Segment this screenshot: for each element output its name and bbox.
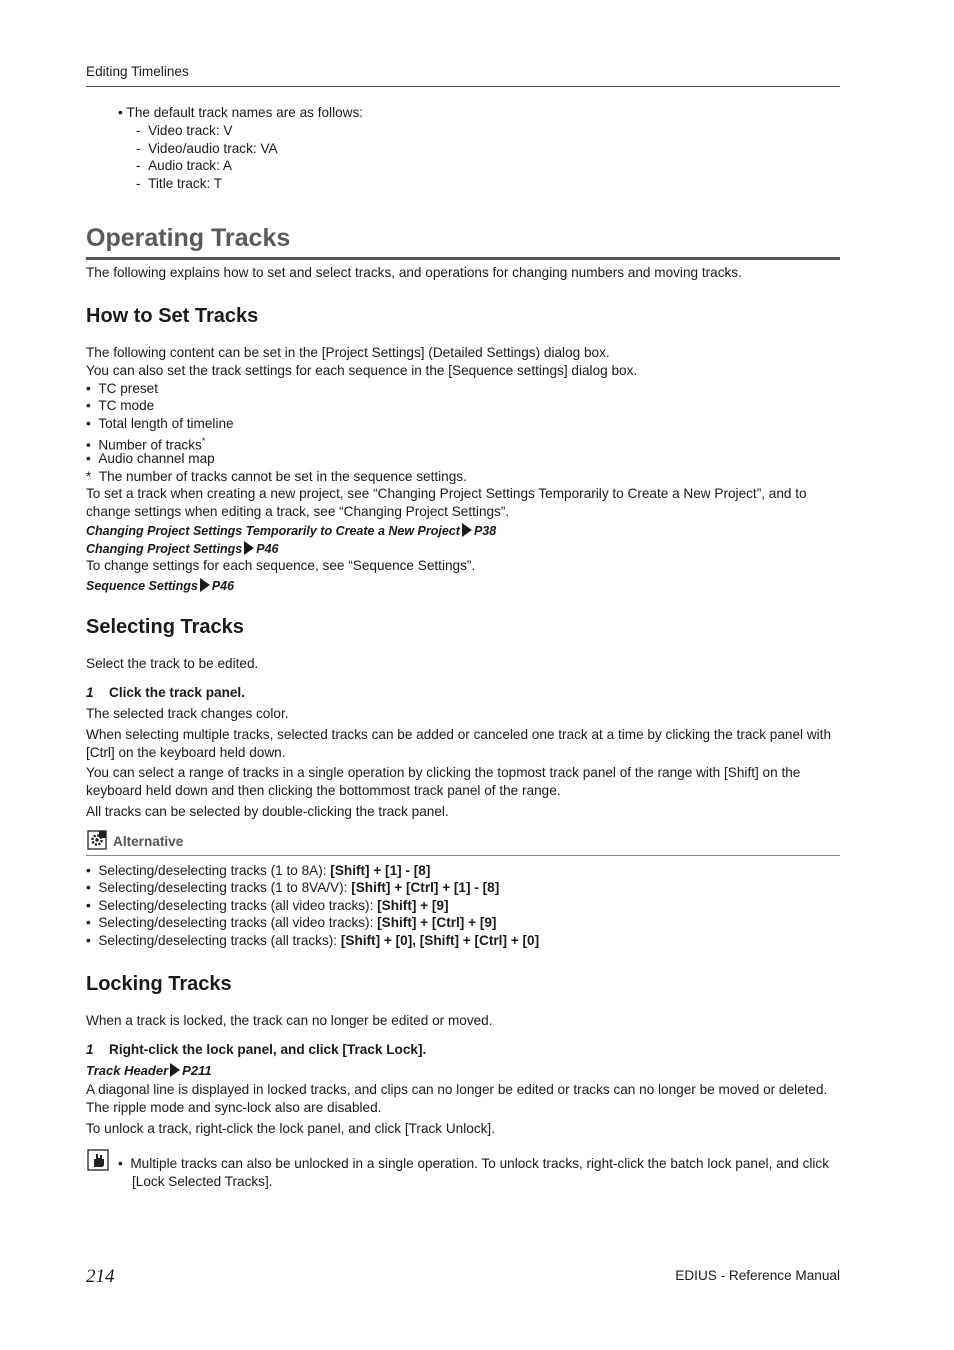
running-header: Editing Timelines bbox=[86, 64, 189, 79]
track-name-item: - Title track: T bbox=[136, 176, 223, 191]
alternative-rule bbox=[86, 855, 840, 856]
shortcut-item: • Selecting/deselecting tracks (1 to 8A): [Shift] + [1] - [8] bbox=[86, 863, 431, 878]
step: 1 Click the track panel. bbox=[86, 685, 245, 700]
track-name-item: - Video track: V bbox=[136, 123, 233, 138]
list-item: • Audio channel map bbox=[86, 451, 215, 466]
paragraph: The selected track changes color. bbox=[86, 706, 289, 721]
footnote-marker: * bbox=[201, 436, 206, 446]
heading-set-tracks: How to Set Tracks bbox=[86, 305, 259, 327]
paragraph: When selecting multiple tracks, selected tracks can be added or canceled one track at a time by clicking the track panel with [Ctrl] on the keyboard held down. bbox=[86, 727, 832, 760]
list-item: • TC preset bbox=[86, 381, 159, 396]
arrow-right-icon bbox=[462, 523, 472, 537]
note-text: Multiple tracks can also be unlocked in a single operation. To unlock tracks, right-click the batch lock panel, and click [Lock Selected Tracks]. bbox=[130, 1156, 830, 1189]
heading-locking-tracks: Locking Tracks bbox=[86, 973, 232, 995]
paragraph: Select the track to be edited. bbox=[86, 656, 259, 671]
track-name-item: - Audio track: A bbox=[136, 158, 232, 173]
cross-reference-link[interactable]: Track Header P211 bbox=[86, 1063, 212, 1078]
step-number: 1 bbox=[86, 1042, 94, 1057]
intro-bullet-text: The default track names are as follows: bbox=[126, 105, 364, 120]
shortcut-keys: [Shift] + [Ctrl] + [1] - [8] bbox=[351, 880, 500, 895]
note: • Multiple tracks can also be unlocked in a single operation. To unlock tracks, right-click the batch lock panel, and click [Lock Selected Tracks]. bbox=[118, 1156, 830, 1189]
shortcut-keys: [Shift] + [1] - [8] bbox=[330, 863, 431, 878]
list-item: • Number of tracks* bbox=[86, 436, 206, 453]
section-title: Operating Tracks bbox=[86, 224, 291, 252]
section-intro: The following explains how to set and select tracks, and operations for changing numbers and moving tracks. bbox=[86, 265, 742, 280]
paragraph: You can also set the track settings for each sequence in the [Sequence settings] dialog box. bbox=[86, 363, 638, 378]
shortcut-item: • Selecting/deselecting tracks (1 to 8VA/V): [Shift] + [Ctrl] + [1] - [8] bbox=[86, 880, 500, 895]
arrow-right-icon bbox=[200, 578, 210, 592]
paragraph: When a track is locked, the track can no longer be edited or moved. bbox=[86, 1013, 493, 1028]
arrow-right-icon bbox=[170, 1063, 180, 1077]
shortcut-keys: [Shift] + [Ctrl] + [9] bbox=[377, 915, 497, 930]
alternative-label: Alternative bbox=[113, 834, 184, 849]
paragraph: To unlock a track, right-click the lock panel, and click [Track Unlock]. bbox=[86, 1121, 495, 1136]
list-item: • TC mode bbox=[86, 398, 155, 413]
shortcut-item: • Selecting/deselecting tracks (all tracks): [Shift] + [0], [Shift] + [Ctrl] + [0] bbox=[86, 933, 540, 948]
section-title-rule bbox=[86, 257, 840, 260]
paragraph: You can select a range of tracks in a single operation by clicking the topmost track panel of the range with [Shift] on the keyboard held down and then clicking the bottommost track panel of the range. bbox=[86, 765, 801, 798]
paragraph: The following content can be set in the [Project Settings] (Detailed Settings) dialog box. bbox=[86, 345, 610, 360]
shortcut-item: • Selecting/deselecting tracks (all video tracks): [Shift] + [Ctrl] + [9] bbox=[86, 915, 497, 930]
shortcut-keys: [Shift] + [9] bbox=[377, 898, 449, 913]
arrow-right-icon bbox=[244, 541, 254, 555]
alternative-icon bbox=[87, 830, 107, 850]
list-item: • Total length of timeline bbox=[86, 416, 234, 431]
heading-selecting-tracks: Selecting Tracks bbox=[86, 616, 244, 638]
paragraph: A diagonal line is displayed in locked tracks, and clips can no longer be edited or tracks can no longer be moved or deleted. The ripple mode and sync-lock also are disabled. bbox=[86, 1082, 828, 1115]
header-rule bbox=[86, 86, 840, 87]
paragraph: To change settings for each sequence, see “Sequence Settings”. bbox=[86, 558, 476, 573]
cross-reference-link[interactable]: Changing Project Settings P46 bbox=[86, 542, 279, 556]
cross-reference-link[interactable]: Changing Project Settings Temporarily to Create a New Project P38 bbox=[86, 524, 497, 538]
step-number: 1 bbox=[86, 685, 94, 700]
track-name-item: - Video/audio track: VA bbox=[136, 141, 278, 156]
note-hand-icon bbox=[87, 1149, 109, 1171]
paragraph: All tracks can be selected by double-clicking the track panel. bbox=[86, 804, 449, 819]
page-number: 214 bbox=[86, 1266, 115, 1287]
manual-title: EDIUS - Reference Manual bbox=[675, 1268, 840, 1283]
step: 1 Right-click the lock panel, and click [Track Lock]. bbox=[86, 1042, 427, 1057]
paragraph: To set a track when creating a new project, see “Changing Project Settings Temporarily to Create a New Project”, and to change settings when editing a track, see “Changing Project Settings”. bbox=[86, 486, 807, 519]
shortcut-item: • Selecting/deselecting tracks (all video tracks): [Shift] + [9] bbox=[86, 898, 449, 913]
shortcut-keys: [Shift] + [0], [Shift] + [Ctrl] + [0] bbox=[340, 933, 540, 948]
intro-bullet: • The default track names are as follows: bbox=[118, 105, 364, 120]
footnote: * The number of tracks cannot be set in the sequence settings. bbox=[86, 469, 467, 484]
cross-reference-link[interactable]: Sequence Settings P46 bbox=[86, 579, 235, 593]
